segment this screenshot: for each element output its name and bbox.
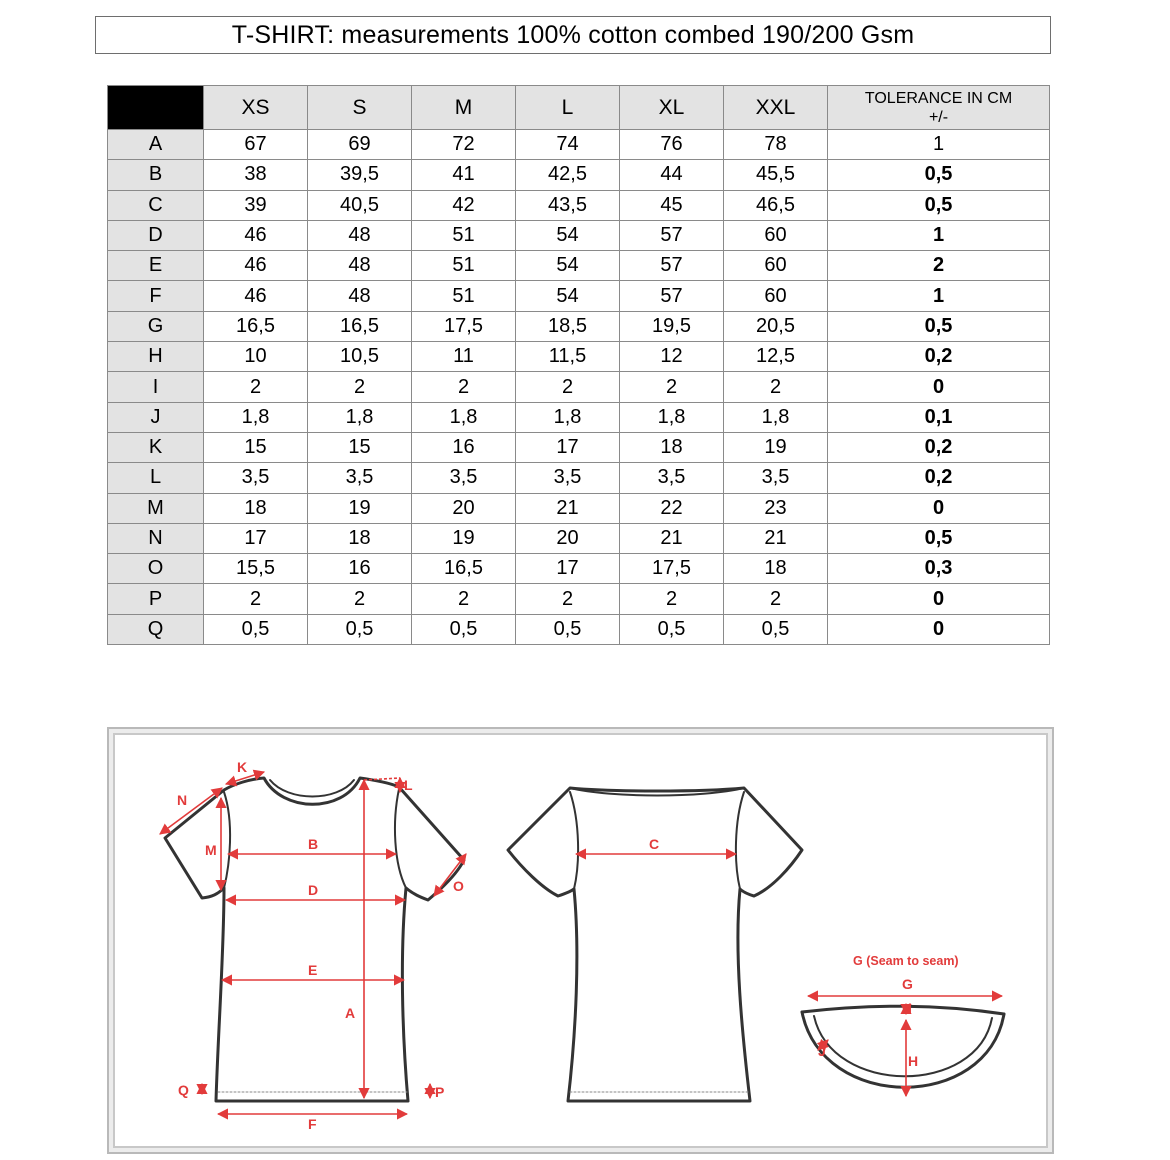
column-header: M bbox=[412, 86, 516, 130]
size-value-cell: 15 bbox=[204, 432, 308, 462]
tolerance-cell: 1 bbox=[828, 220, 1050, 250]
tolerance-cell: 0,1 bbox=[828, 402, 1050, 432]
size-value-cell: 2 bbox=[516, 584, 620, 614]
tolerance-cell: 0,5 bbox=[828, 160, 1050, 190]
size-value-cell: 54 bbox=[516, 281, 620, 311]
size-value-cell: 12 bbox=[620, 342, 724, 372]
column-header: L bbox=[516, 86, 620, 130]
table-row bbox=[108, 311, 1050, 341]
size-value-cell: 17 bbox=[204, 523, 308, 553]
tolerance-cell: 2 bbox=[828, 251, 1050, 281]
tolerance-cell: 0 bbox=[828, 372, 1050, 402]
size-value-cell: 18 bbox=[724, 554, 828, 584]
label-e: E bbox=[308, 962, 318, 978]
row-label: E bbox=[108, 251, 204, 281]
size-value-cell: 21 bbox=[516, 493, 620, 523]
size-value-cell: 2 bbox=[308, 372, 412, 402]
label-p: P bbox=[435, 1084, 445, 1100]
row-label: P bbox=[108, 584, 204, 614]
label-m: M bbox=[205, 842, 217, 858]
table-body bbox=[108, 130, 1050, 645]
column-header: XL bbox=[620, 86, 724, 130]
size-value-cell: 19,5 bbox=[620, 311, 724, 341]
tolerance-header bbox=[828, 86, 1050, 130]
size-value-cell: 43,5 bbox=[516, 190, 620, 220]
size-value-cell: 17 bbox=[516, 432, 620, 462]
row-label: K bbox=[108, 432, 204, 462]
row-label: M bbox=[108, 493, 204, 523]
size-value-cell: 20 bbox=[412, 493, 516, 523]
size-value-cell: 51 bbox=[412, 251, 516, 281]
table-row bbox=[108, 372, 1050, 402]
size-value-cell: 1,8 bbox=[516, 402, 620, 432]
label-g: G bbox=[902, 976, 913, 992]
table-row bbox=[108, 281, 1050, 311]
column-header: XXL bbox=[724, 86, 828, 130]
size-value-cell: 3,5 bbox=[204, 463, 308, 493]
size-value-cell: 39 bbox=[204, 190, 308, 220]
size-value-cell: 60 bbox=[724, 251, 828, 281]
size-value-cell: 12,5 bbox=[724, 342, 828, 372]
label-c: C bbox=[649, 836, 660, 852]
label-l: L bbox=[404, 777, 413, 793]
size-value-cell: 57 bbox=[620, 251, 724, 281]
size-value-cell: 3,5 bbox=[516, 463, 620, 493]
size-value-cell: 51 bbox=[412, 220, 516, 250]
size-value-cell: 1,8 bbox=[724, 402, 828, 432]
table-row bbox=[108, 402, 1050, 432]
label-n: N bbox=[177, 792, 188, 808]
table-row bbox=[108, 432, 1050, 462]
size-value-cell: 23 bbox=[724, 493, 828, 523]
tolerance-cell: 0 bbox=[828, 614, 1050, 644]
size-value-cell: 18 bbox=[308, 523, 412, 553]
size-table bbox=[107, 85, 1050, 645]
size-value-cell: 54 bbox=[516, 251, 620, 281]
tolerance-cell: 0,2 bbox=[828, 342, 1050, 372]
measurement-labels bbox=[177, 759, 959, 1132]
size-value-cell: 11 bbox=[412, 342, 516, 372]
size-value-cell: 2 bbox=[412, 372, 516, 402]
size-value-cell: 46 bbox=[204, 251, 308, 281]
size-value-cell: 72 bbox=[412, 130, 516, 160]
size-value-cell: 42 bbox=[412, 190, 516, 220]
size-value-cell: 18 bbox=[204, 493, 308, 523]
size-value-cell: 2 bbox=[516, 372, 620, 402]
label-j: J bbox=[818, 1043, 826, 1059]
size-value-cell: 18 bbox=[620, 432, 724, 462]
label-h: H bbox=[908, 1053, 919, 1069]
label-f: F bbox=[308, 1116, 317, 1132]
table-row bbox=[108, 493, 1050, 523]
row-label: Q bbox=[108, 614, 204, 644]
size-value-cell: 2 bbox=[204, 584, 308, 614]
measure-line-n bbox=[160, 788, 222, 834]
size-value-cell: 0,5 bbox=[516, 614, 620, 644]
size-value-cell: 38 bbox=[204, 160, 308, 190]
size-value-cell: 2 bbox=[620, 372, 724, 402]
size-value-cell: 22 bbox=[620, 493, 724, 523]
size-value-cell: 2 bbox=[204, 372, 308, 402]
size-value-cell: 10,5 bbox=[308, 342, 412, 372]
size-value-cell: 15,5 bbox=[204, 554, 308, 584]
tolerance-cell: 0,5 bbox=[828, 311, 1050, 341]
size-value-cell: 69 bbox=[308, 130, 412, 160]
size-value-cell: 60 bbox=[724, 220, 828, 250]
size-value-cell: 46,5 bbox=[724, 190, 828, 220]
row-label: C bbox=[108, 190, 204, 220]
size-value-cell: 16,5 bbox=[308, 311, 412, 341]
row-label: H bbox=[108, 342, 204, 372]
row-label: F bbox=[108, 281, 204, 311]
size-value-cell: 16,5 bbox=[204, 311, 308, 341]
table-corner-cell bbox=[108, 86, 204, 130]
tolerance-header-line1: TOLERANCE IN CM bbox=[864, 89, 1013, 107]
size-value-cell: 1,8 bbox=[308, 402, 412, 432]
size-value-cell: 48 bbox=[308, 251, 412, 281]
label-q: Q bbox=[178, 1082, 189, 1098]
front-tshirt bbox=[165, 778, 464, 1101]
table-row bbox=[108, 463, 1050, 493]
page-title: T-SHIRT: measurements 100% cotton combed 190/200 Gsm bbox=[95, 16, 1051, 54]
size-value-cell: 0,5 bbox=[412, 614, 516, 644]
label-a: A bbox=[345, 1005, 356, 1021]
row-label: D bbox=[108, 220, 204, 250]
size-value-cell: 3,5 bbox=[724, 463, 828, 493]
tolerance-cell: 0,3 bbox=[828, 554, 1050, 584]
size-value-cell: 15 bbox=[308, 432, 412, 462]
size-value-cell: 42,5 bbox=[516, 160, 620, 190]
tolerance-header-line2: +/- bbox=[928, 108, 949, 126]
front-collar-inner bbox=[270, 780, 354, 797]
size-value-cell: 2 bbox=[308, 584, 412, 614]
table-row bbox=[108, 190, 1050, 220]
size-value-cell: 67 bbox=[204, 130, 308, 160]
row-label: J bbox=[108, 402, 204, 432]
row-label: I bbox=[108, 372, 204, 402]
table-row bbox=[108, 342, 1050, 372]
size-value-cell: 46 bbox=[204, 220, 308, 250]
size-value-cell: 51 bbox=[412, 281, 516, 311]
table-row bbox=[108, 130, 1050, 160]
size-value-cell: 1,8 bbox=[620, 402, 724, 432]
back-tshirt-outline bbox=[508, 788, 802, 1101]
tolerance-cell: 0,2 bbox=[828, 432, 1050, 462]
size-value-cell: 20,5 bbox=[724, 311, 828, 341]
size-value-cell: 40,5 bbox=[308, 190, 412, 220]
label-b: B bbox=[308, 836, 319, 852]
size-value-cell: 19 bbox=[308, 493, 412, 523]
diagram-svg bbox=[109, 729, 1052, 1152]
size-value-cell: 3,5 bbox=[620, 463, 724, 493]
size-value-cell: 2 bbox=[724, 584, 828, 614]
size-value-cell: 44 bbox=[620, 160, 724, 190]
front-right-seam bbox=[395, 789, 406, 888]
size-value-cell: 39,5 bbox=[308, 160, 412, 190]
size-value-cell: 11,5 bbox=[516, 342, 620, 372]
table-row bbox=[108, 160, 1050, 190]
size-value-cell: 2 bbox=[412, 584, 516, 614]
row-label: G bbox=[108, 311, 204, 341]
size-value-cell: 20 bbox=[516, 523, 620, 553]
size-value-cell: 74 bbox=[516, 130, 620, 160]
size-value-cell: 54 bbox=[516, 220, 620, 250]
size-value-cell: 1,8 bbox=[412, 402, 516, 432]
row-label: B bbox=[108, 160, 204, 190]
size-value-cell: 46 bbox=[204, 281, 308, 311]
size-value-cell: 41 bbox=[412, 160, 516, 190]
size-value-cell: 48 bbox=[308, 220, 412, 250]
size-value-cell: 17,5 bbox=[620, 554, 724, 584]
measurement-lines bbox=[160, 772, 1002, 1114]
column-header: S bbox=[308, 86, 412, 130]
size-value-cell: 16 bbox=[308, 554, 412, 584]
size-value-cell: 3,5 bbox=[412, 463, 516, 493]
tolerance-cell: 1 bbox=[828, 281, 1050, 311]
size-value-cell: 60 bbox=[724, 281, 828, 311]
back-tshirt bbox=[508, 788, 802, 1101]
size-value-cell: 57 bbox=[620, 281, 724, 311]
size-value-cell: 3,5 bbox=[308, 463, 412, 493]
tolerance-cell: 0,5 bbox=[828, 190, 1050, 220]
row-label: L bbox=[108, 463, 204, 493]
tolerance-cell: 0 bbox=[828, 493, 1050, 523]
collar-detail bbox=[802, 1006, 1004, 1087]
size-value-cell: 10 bbox=[204, 342, 308, 372]
front-left-seam bbox=[224, 792, 230, 888]
size-value-cell: 0,5 bbox=[308, 614, 412, 644]
label-d: D bbox=[308, 882, 319, 898]
size-value-cell: 2 bbox=[724, 372, 828, 402]
size-value-cell: 48 bbox=[308, 281, 412, 311]
label-i: I bbox=[908, 1000, 912, 1016]
size-value-cell: 19 bbox=[724, 432, 828, 462]
front-tshirt-outline bbox=[165, 778, 464, 1101]
collar-top-seam bbox=[802, 1006, 1004, 1014]
size-value-cell: 57 bbox=[620, 220, 724, 250]
table-header-row bbox=[108, 86, 1050, 130]
row-label: A bbox=[108, 130, 204, 160]
size-value-cell: 76 bbox=[620, 130, 724, 160]
size-value-cell: 16 bbox=[412, 432, 516, 462]
size-value-cell: 17,5 bbox=[412, 311, 516, 341]
table-row bbox=[108, 554, 1050, 584]
column-header: XS bbox=[204, 86, 308, 130]
tolerance-cell: 1 bbox=[828, 130, 1050, 160]
row-label: O bbox=[108, 554, 204, 584]
tolerance-cell: 0 bbox=[828, 584, 1050, 614]
size-value-cell: 2 bbox=[620, 584, 724, 614]
back-left-seam bbox=[570, 792, 578, 889]
size-value-cell: 19 bbox=[412, 523, 516, 553]
collar-caption: G (Seam to seam) bbox=[853, 954, 959, 968]
label-k: K bbox=[237, 759, 248, 775]
table-row bbox=[108, 251, 1050, 281]
size-value-cell: 18,5 bbox=[516, 311, 620, 341]
table-row bbox=[108, 523, 1050, 553]
size-value-cell: 21 bbox=[620, 523, 724, 553]
size-value-cell: 0,5 bbox=[204, 614, 308, 644]
size-value-cell: 0,5 bbox=[724, 614, 828, 644]
row-label: N bbox=[108, 523, 204, 553]
size-value-cell: 78 bbox=[724, 130, 828, 160]
size-value-cell: 1,8 bbox=[204, 402, 308, 432]
label-o: O bbox=[453, 878, 464, 894]
tolerance-cell: 0,2 bbox=[828, 463, 1050, 493]
size-value-cell: 0,5 bbox=[620, 614, 724, 644]
measurement-diagram bbox=[107, 727, 1054, 1154]
size-value-cell: 45 bbox=[620, 190, 724, 220]
table-row bbox=[108, 220, 1050, 250]
size-value-cell: 17 bbox=[516, 554, 620, 584]
size-value-cell: 21 bbox=[724, 523, 828, 553]
tolerance-cell: 0,5 bbox=[828, 523, 1050, 553]
back-right-seam bbox=[736, 792, 744, 889]
size-value-cell: 16,5 bbox=[412, 554, 516, 584]
size-value-cell: 45,5 bbox=[724, 160, 828, 190]
table-row bbox=[108, 584, 1050, 614]
table-row bbox=[108, 614, 1050, 644]
